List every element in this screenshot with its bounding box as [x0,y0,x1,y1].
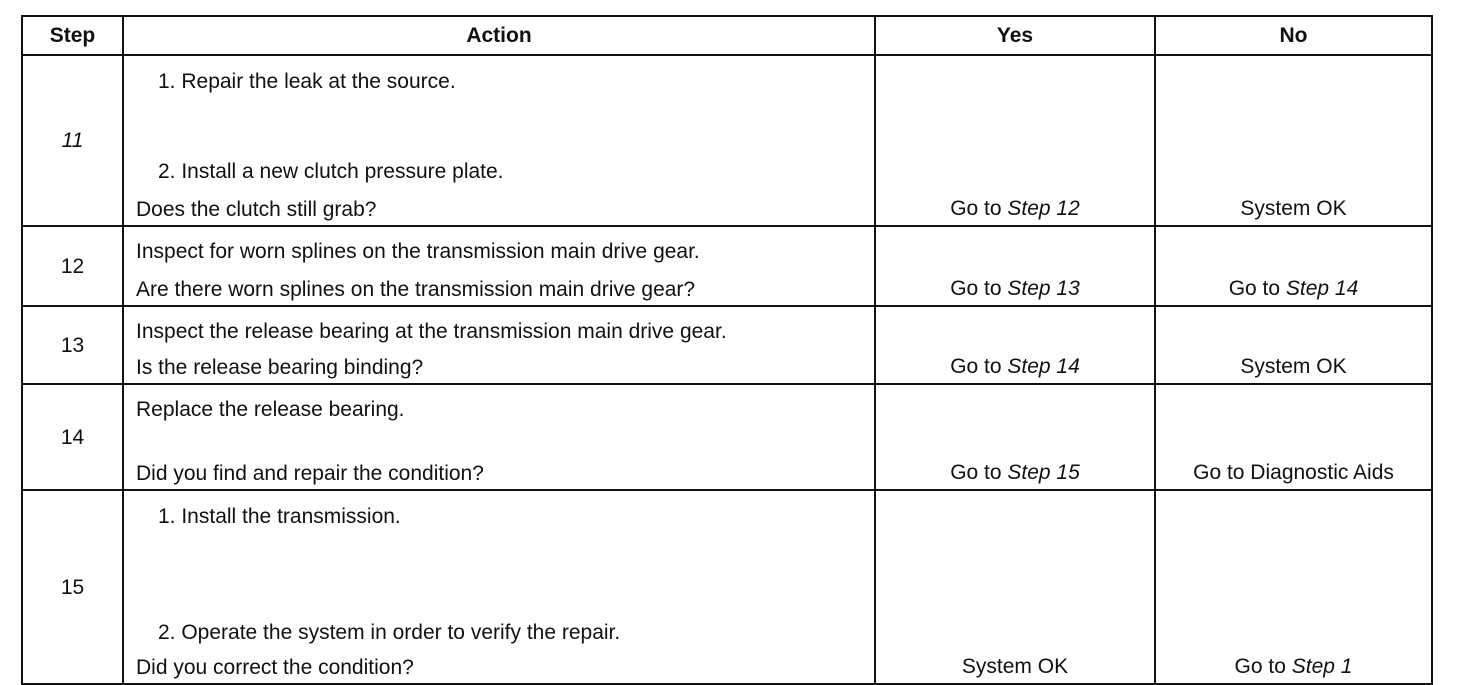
action-step-text: 2. Install a new clutch pressure plate. [158,160,504,183]
table-row [22,490,1432,684]
table-row [22,55,1432,226]
header-step: Step [22,16,123,55]
no-prefix: System OK [1240,197,1347,220]
table-row [22,226,1432,306]
yes-step-link: Step 14 [1007,355,1080,378]
action-step-text: 2. Operate the system in order to verify the repair. [158,621,621,644]
action-cell [123,490,875,684]
action-step-text: 1. Install the transmission. [158,505,401,528]
header-action: Action [123,16,875,55]
action-question: Does the clutch still grab? [136,198,377,221]
header-no: No [1155,16,1432,55]
header-yes: Yes [875,16,1155,55]
action-text: Replace the release bearing. [136,398,405,421]
table-row [22,306,1432,384]
yes-result [875,490,1155,684]
step-number: 13 [22,306,123,384]
yes-step-link: Step 12 [1007,197,1080,220]
yes-result [875,306,1155,384]
action-question: Are there worn splines on the transmission main drive gear? [136,278,696,301]
yes-result [875,55,1155,226]
yes-result [875,226,1155,306]
action-cell [123,306,875,384]
no-prefix: Go to [1234,655,1292,678]
action-text: Inspect the release bearing at the transmission main drive gear. [136,320,727,343]
step-number: 15 [22,490,123,684]
no-step-link: Step 14 [1285,277,1359,300]
no-prefix: Go to [1228,277,1286,300]
yes-prefix: Go to [950,277,1008,300]
table-header-row [22,16,1432,55]
step-number: 12 [22,226,123,306]
action-question: Is the release bearing binding? [136,356,424,379]
no-prefix: System OK [1240,355,1347,378]
action-cell [123,55,875,226]
no-result [1155,226,1432,306]
action-cell [123,384,875,490]
yes-prefix: Go to [950,461,1008,484]
step-number: 11 [22,55,123,226]
action-step-text: 1. Repair the leak at the source. [158,70,456,93]
yes-prefix: System OK [961,655,1069,678]
action-text: Inspect for worn splines on the transmission main drive gear. [136,240,700,263]
no-result [1155,384,1432,490]
action-question: Did you correct the condition? [136,656,414,679]
no-result [1155,55,1432,226]
yes-result [875,384,1155,490]
yes-step-link: Step 13 [1007,277,1080,300]
no-result [1155,306,1432,384]
table-row [22,384,1432,490]
diagnostic-table [21,15,1433,685]
step-number: 14 [22,384,123,490]
action-cell [123,226,875,306]
yes-prefix: Go to [950,197,1008,220]
no-step-link: Step 1 [1291,655,1353,678]
no-result [1155,490,1432,684]
yes-step-link: Step 15 [1007,461,1080,484]
yes-prefix: Go to [950,355,1008,378]
no-prefix: Go to Diagnostic Aids [1193,461,1394,484]
action-question: Did you find and repair the condition? [136,462,484,485]
